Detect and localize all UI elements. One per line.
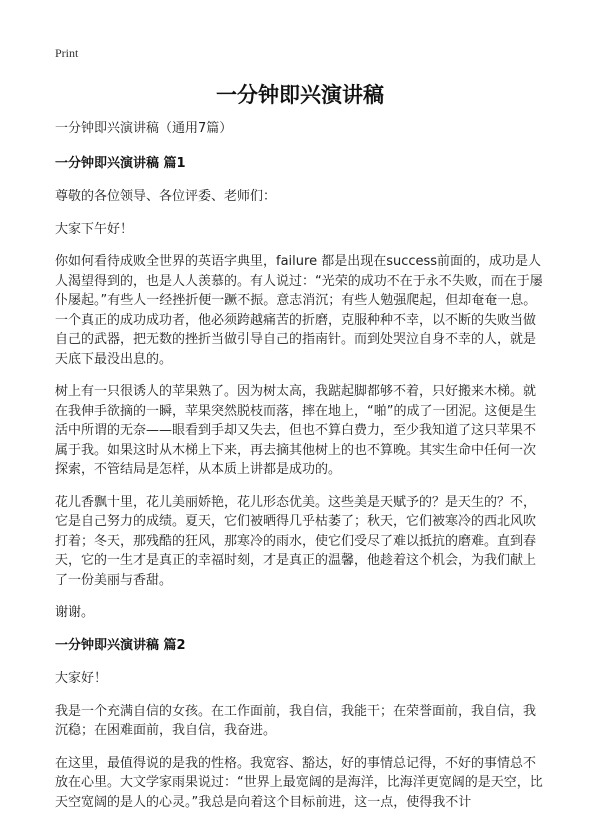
paragraph: 在这里，最值得说的是我的性格。我宽容、豁达，好的事情总记得，不好的事情总不放在心里。大文学家雨果说过：“世界上最宽阔的是海洋，比海洋更宽阔的是天空，比天空宽阔的是人的心灵。”我总是向着这个目标前进，这一点，使得我不计	[55, 755, 543, 810]
paragraph: 大家下午好！	[55, 221, 134, 237]
paragraph: 谢谢。	[55, 605, 95, 620]
paragraph: 尊敬的各位领导、各位评委、老师们：	[55, 189, 277, 204]
section-heading: 一分钟即兴演讲稿 篇1	[55, 155, 186, 171]
page-title: 一分钟即兴演讲稿	[216, 83, 384, 107]
print-link[interactable]: Print	[55, 46, 79, 60]
paragraph: 花儿香飘十里，花儿美丽娇艳，花儿形态优美。这些美是天赋予的？是天生的？不，它是自己努力的成绩。夏天，它们被晒得几乎枯萎了；秋天，它们被寒冷的西北风吹打着；冬天，那残酷的狂风，那寒冷的雨水，使它们受尽了难以抵抗的磨难。直到春天，它的一生才是真正的幸福时刻，才是真正的温馨，他趁着这个机会，为我们献上了一份美丽与香甜。	[55, 494, 537, 588]
document-subtitle: 一分钟即兴演讲稿（通用7篇）	[55, 121, 233, 136]
section-heading: 一分钟即兴演讲稿 篇2	[55, 637, 186, 653]
paragraph: 你如何看待成败全世界的英语字典里，failure 都是出现在success前面的，成功是人人渴望得到的，也是人人羡慕的。有人说过：“光荣的成功不在于永不失败，而在于屡仆屡起。”有些人一经挫折便一蹶不振。意志消沉；有些人勉强爬起，但却奄奄一息。一个真正的成功成功者，他必须跨越痛苦的折磨，克服种种不幸，以不断的失败当做自己的武器，把无数的挫折当做引导自己的指南针。而到处哭泣自身不幸的人，就是天底下最没出息的。	[55, 254, 543, 367]
paragraph: 树上有一只很诱人的苹果熟了。因为树太高，我踮起脚都够不着，只好搬来木梯。就在我伸手欲摘的一瞬，苹果突然脱枝而落，摔在地上，“啪”的成了一团泥。这便是生活中所谓的无奈——眼看到手却又失去，但也不算白费力，至少我知道了这只苹果不属于我。如果这时从木梯上下来，再去摘其他树上的也不算晚。其实生命中任何一次探索，不管结局是怎样，从本质上讲都是成功的。	[55, 384, 537, 477]
document-body	[55, 119, 545, 825]
paragraph: 大家好！	[55, 671, 108, 686]
paragraph: 我是一个充满自信的女孩。在工作面前，我自信，我能干；在荣誉面前，我自信，我沉稳；在困难面前，我自信，我奋进。	[55, 703, 537, 738]
